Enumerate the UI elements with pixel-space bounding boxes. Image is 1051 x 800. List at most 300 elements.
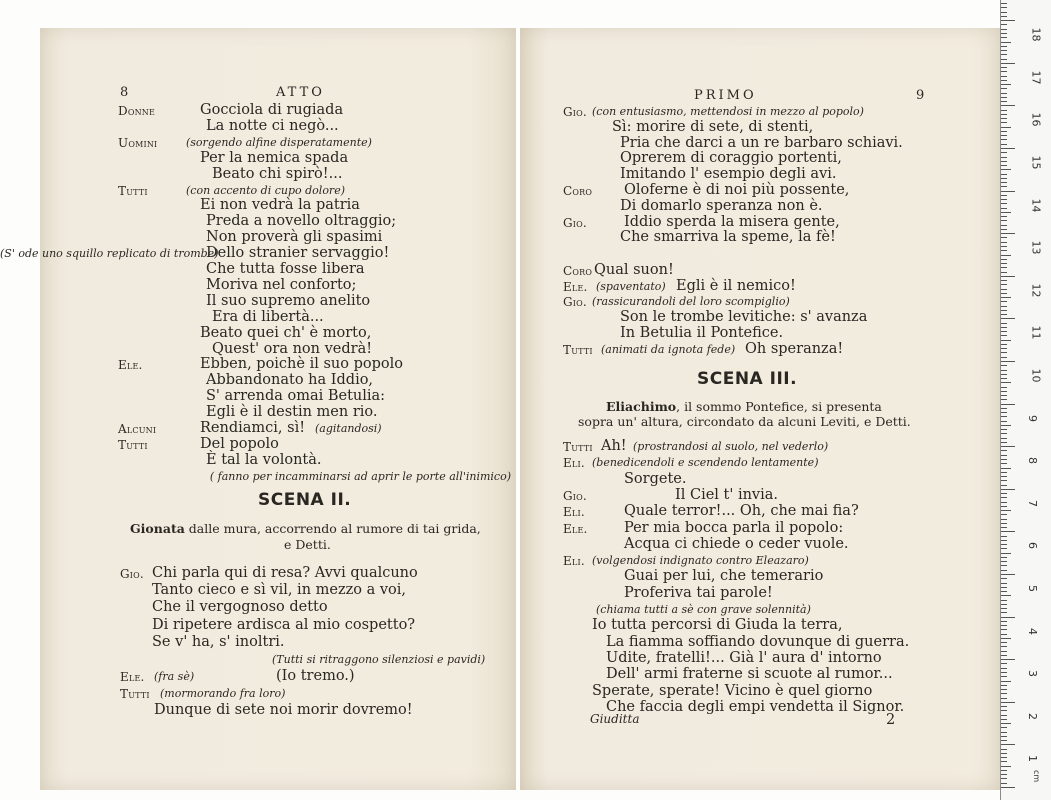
ruler-tick [1001,216,1007,217]
left-verse: La notte ci negò... [206,117,339,134]
scene-description: e Detti. [284,537,331,552]
left-verse: Gocciola di rugiada [200,102,344,118]
running-header: PRIMO [694,88,757,103]
right-verse: In Betulia il Pontefice. [620,324,784,341]
ruler-tick [1001,787,1015,788]
ruler-tick [1001,778,1007,779]
right-stage-direction: (rassicurandoli del loro scompiglio) [592,295,790,309]
ruler-tick [1001,472,1007,473]
left-verse: Ebben, poichè il suo popolo [200,356,403,373]
ruler-tick [1001,416,1007,417]
right-verse: Iddio sperda la misera gente, [624,213,840,230]
ruler-tick [1001,681,1011,682]
right-verse: Sorgete. [624,470,687,487]
ruler-tick [1001,29,1007,30]
ruler-tick [1001,468,1011,469]
ruler-tick [1001,203,1007,204]
right-verse: Udite, fratelli!... Già l' aura d' intorno [606,649,882,666]
signature-mark: 2 [886,712,896,728]
ruler-tick [1001,67,1007,68]
ruler-tick [1001,352,1007,353]
left-verse: Abbandonato ha Iddio, [206,372,374,389]
right-verse: Oprerem di coraggio portenti, [620,150,842,167]
right-stage-direction: (chiama tutti a sè con grave solennità) [596,603,811,616]
right-stage-direction: (prostrandosi al suolo, nel vederlo) [633,440,829,453]
right-stage-direction: (animati da ignota fede) [601,342,736,356]
left-verse: Per la nemica spada [200,149,349,166]
ruler-tick [1001,519,1007,520]
ruler-tick [1001,450,1007,451]
right-stage-direction: (S' ode uno squillo replicato di trombe) [0,247,219,261]
ruler-tick [1001,12,1007,13]
ruler-tick [1001,625,1007,626]
ruler-tick [1001,493,1007,494]
ruler-number: 12 [1029,283,1043,298]
ruler-tick [1001,297,1011,298]
ruler-tick [1001,583,1007,584]
ruler-tick [1001,71,1007,72]
ruler-tick [1001,570,1007,571]
ruler-tick [1001,289,1007,290]
ruler-tick [1001,157,1007,158]
right-speaker: Coro [563,184,593,198]
scene-description: Gionata dalle mura, accorrendo al rumore di tai grida, [130,521,481,536]
left-verse: Non proverà gli spasimi [206,229,383,246]
ruler-tick [1001,404,1015,405]
ruler-tick [1001,463,1007,464]
ruler-tick [1001,783,1007,784]
ruler-number: 6 [1026,542,1039,550]
ruler-tick [1001,595,1011,596]
ruler-tick [1001,531,1015,532]
ruler-tick [1001,225,1007,226]
ruler-tick [1001,425,1011,426]
ruler-tick [1001,480,1007,481]
ruler-tick [1001,37,1007,38]
ruler-tick [1001,693,1007,694]
ruler-tick [1001,757,1007,758]
ruler-number: 15 [1029,155,1043,170]
ruler-tick [1001,727,1007,728]
right-verse: Dell' armi fraterne si scuote al rumor... [606,666,893,683]
ruler-number: 17 [1029,70,1043,85]
ruler-tick [1001,101,1007,102]
right-verse: La fiamma soffiando dovunque di guerra. [606,633,910,650]
right-verse: Sì: morire di sete, di stenti, [612,118,814,135]
left-verse: Rendiamci, sì! [200,420,306,436]
left-verse: Se v' ha, s' inoltri. [152,633,285,650]
ruler-tick [1001,770,1007,771]
left-verse: Dello stranier servaggio! [206,245,390,262]
ruler-tick [1001,634,1007,635]
page-number: 9 [916,88,925,103]
left-speaker: Tutti [120,687,150,701]
ruler-tick [1001,561,1007,562]
left-speaker: Tutti [118,183,148,198]
ruler-tick [1001,122,1007,123]
ruler-tick [1001,97,1007,98]
ruler-tick [1001,63,1015,64]
ruler-tick [1001,659,1015,660]
ruler-tick [1001,553,1011,554]
left-stage-direction: (agitandosi) [315,422,382,435]
left-speaker: Alcuni [118,422,157,436]
ruler-number: 9 [1026,414,1039,422]
ruler-tick [1001,84,1011,85]
ruler-tick [1001,361,1015,362]
ruler-tick [1001,110,1007,111]
ruler-tick [1001,655,1007,656]
ruler-tick [1001,740,1007,741]
ruler-tick [1001,455,1007,456]
ruler-tick [1001,382,1011,383]
ruler-tick [1001,429,1007,430]
scene-description: Eliachimo, il sommo Pontefice, si presenta [606,399,882,414]
ruler-tick [1001,506,1007,507]
left-verse: Dunque di sete noi morir dovremo! [154,702,413,719]
ruler-tick [1001,608,1007,609]
ruler-tick [1001,698,1007,699]
ruler-tick [1001,578,1007,579]
ruler-tick [1001,118,1007,119]
right-speaker: Gio. [563,488,587,503]
ruler-tick [1001,604,1007,605]
ruler-tick [1001,54,1007,55]
left-verse: Che il vergognoso detto [152,599,328,616]
ruler-tick [1001,208,1007,209]
ruler-tick [1001,540,1007,541]
ruler-tick [1001,220,1007,221]
ruler-tick [1001,174,1007,175]
ruler-tick [1001,378,1007,379]
left-speaker: Tutti [118,437,148,452]
ruler-number: 8 [1026,457,1039,465]
ruler-tick [1001,689,1007,690]
ruler-tick [1001,191,1015,192]
left-verse: È tal la volontà. [206,451,322,468]
ruler-tick [1001,638,1011,639]
ruler-tick [1001,527,1007,528]
right-stage-direction: (benedicendoli e scendendo lentamente) [592,456,819,470]
ruler-tick [1001,544,1007,545]
ruler-tick [1001,42,1011,43]
ruler-tick [1001,263,1007,264]
right-speaker: Eli. [563,456,585,471]
ruler-tick [1001,314,1007,315]
ruler-tick [1001,446,1015,447]
left-stage-direction: ( fanno per incamminarsi ad aprir le porte all'inimico) [209,469,511,483]
left-verse: Beato chi spirò!... [212,165,343,182]
left-verse: Di ripetere ardisca al mio cospetto? [152,616,416,633]
left-verse: Quest' ora non vedrà! [212,340,373,357]
ruler-tick [1001,489,1015,490]
ruler-tick [1001,310,1007,311]
right-verse: Ah! [601,438,627,454]
ruler-tick [1001,335,1007,336]
right-verse: Quale terror!... Oh, che mai fia? [624,503,859,520]
right-verse: Proferiva tai parole! [624,584,773,601]
right-speaker: Gio. [563,295,587,310]
right-speaker: Tutti [563,440,593,454]
left-stage-direction: (mormorando fra loro) [160,687,286,700]
ruler-tick [1001,182,1007,183]
ruler-tick [1001,357,1007,358]
ruler-tick [1001,16,1007,17]
ruler-tick [1001,276,1015,277]
ruler-tick [1001,668,1007,669]
ruler-tick [1001,323,1007,324]
ruler-tick [1001,293,1007,294]
right-speaker: Eli. [563,505,585,520]
ruler-tick [1001,391,1007,392]
right-verse: Oloferne è di noi più possente, [624,182,850,198]
left-verse: Moriva nel conforto; [206,276,357,293]
right-verse: Per mia bocca parla il popolo: [624,519,844,536]
ruler-tick [1001,387,1007,388]
ruler-tick [1001,331,1007,332]
ruler-tick [1001,233,1015,234]
scene-title: SCENA III. [697,369,798,389]
ruler-tick [1001,536,1007,537]
right-speaker: Gio. [563,105,587,119]
right-verse: Io tutta percorsi di Giuda la terra, [592,617,843,634]
ruler-tick [1001,59,1007,60]
running-header: ATTO [276,85,325,100]
ruler-tick [1001,736,1007,737]
left-verse: Tanto cieco e sì vil, in mezzo a voi, [152,582,407,599]
right-speaker: Ele. [563,521,588,536]
ruler-tick [1001,93,1007,94]
ruler-tick [1001,459,1007,460]
ruler-tick [1001,621,1007,622]
ruler-tick [1001,242,1007,243]
right-verse: Egli è il nemico! [676,277,796,294]
ruler-tick [1001,7,1007,8]
ruler-tick [1001,676,1007,677]
ruler-tick [1001,749,1007,750]
ruler-tick [1001,408,1007,409]
ruler-tick [1001,267,1007,268]
ruler-tick [1001,76,1007,77]
ruler-tick [1001,306,1007,307]
ruler-number: 11 [1029,325,1043,340]
ruler-number: 4 [1026,627,1039,635]
ruler-tick [1001,178,1007,179]
ruler-number: 18 [1029,27,1043,42]
ruler-tick [1001,412,1007,413]
ruler-tick [1001,229,1007,230]
ruler-tick [1001,127,1011,128]
ruler-tick [1001,20,1015,21]
left-verse: Era di libertà... [212,308,324,325]
ruler-tick [1001,774,1007,775]
right-stage-direction: (con entusiasmo, mettendosi in mezzo al popolo) [592,105,864,118]
ruler-tick [1001,186,1007,187]
left-speaker: Ele. [118,358,143,373]
ruler-tick [1001,246,1007,247]
ruler-tick [1001,497,1007,498]
ruler-tick [1001,114,1007,115]
ruler-tick [1001,646,1007,647]
ruler-tick [1001,723,1011,724]
ruler-tick [1001,365,1007,366]
ruler-tick [1001,148,1015,149]
right-stage-direction: (spaventato) [596,279,666,293]
left-stage-direction: (con accento di cupo dolore) [186,183,345,197]
ruler-tick [1001,88,1007,89]
character-name: Gionata [130,521,185,536]
ruler-tick [1001,702,1015,703]
ruler-tick [1001,250,1007,251]
ruler-tick [1001,237,1007,238]
ruler-tick [1001,50,1007,51]
ruler-tick [1001,442,1007,443]
ruler-tick [1001,399,1007,400]
right-speaker: Tutti [563,342,593,357]
ruler-tick [1001,272,1007,273]
measurement-ruler [1000,0,1051,800]
ruler-tick [1001,438,1007,439]
ruler-tick [1001,301,1007,302]
ruler-tick [1001,557,1007,558]
ruler-tick [1001,732,1007,733]
left-verse: Egli è il destin men rio. [206,404,378,421]
right-verse: Oh speranza! [745,340,844,357]
ruler-tick [1001,139,1007,140]
ruler-tick [1001,344,1007,345]
ruler-tick [1001,766,1011,767]
right-verse: Che smarriva la speme, la fè! [620,229,836,246]
right-speaker: Coro [563,263,593,278]
ruler-tick [1001,642,1007,643]
character-name: Eliachimo [606,399,677,414]
left-verse: Il suo supremo anelito [206,292,371,309]
ruler-tick [1001,510,1011,511]
scene-description: sopra un' altura, circondato da alcuni Leviti, e Detti. [578,414,911,429]
ruler-tick [1001,715,1007,716]
ruler-tick [1001,514,1007,515]
ruler-tick [1001,710,1007,711]
ruler-tick [1001,706,1007,707]
ruler-tick [1001,651,1007,652]
ruler-number: 14 [1029,198,1043,213]
ruler-tick [1001,617,1015,618]
ruler-tick [1001,152,1007,153]
ruler-number: 5 [1026,585,1039,592]
right-stage-direction: (volgendosi indignato contro Eleazaro) [592,554,809,568]
right-verse: Imitando l' esempio degli avi. [620,166,837,183]
ruler-tick [1001,348,1007,349]
ruler-tick [1001,80,1007,81]
right-verse: Qual suon! [594,261,674,278]
ruler-tick [1001,587,1007,588]
left-verse: Beato quei ch' è morto, [200,324,372,341]
ruler-tick [1001,761,1007,762]
ruler-number: 3 [1026,670,1039,678]
ruler-tick [1001,199,1007,200]
ruler-tick [1001,744,1015,745]
ruler-tick [1001,318,1015,319]
right-verse: Pria che darci a un re barbaro schiavi. [620,134,903,151]
ruler-tick [1001,374,1007,375]
ruler-tick [1001,46,1007,47]
left-verse: Del popolo [200,435,279,452]
ruler-tick [1001,433,1007,434]
left-speaker: Gio. [120,567,144,581]
right-speaker: Ele. [563,279,588,294]
ruler-tick [1001,161,1007,162]
ruler-tick [1001,135,1007,136]
left-speaker: Uomini [118,135,158,150]
ruler-tick [1001,565,1007,566]
ruler-tick [1001,629,1007,630]
ruler-tick [1001,600,1007,601]
ruler-tick [1001,685,1007,686]
left-verse: Che tutta fosse libera [206,261,365,277]
ruler-tick [1001,591,1007,592]
ruler-number: 10 [1029,368,1043,383]
ruler-tick [1001,212,1011,213]
ruler-tick [1001,195,1007,196]
right-verse: Che faccia degli empi vendetta il Signor. [606,698,905,715]
page-number: 8 [120,85,129,100]
left-verse: Chi parla qui di resa? Avvi qualcuno [152,565,418,581]
ruler-tick [1001,280,1007,281]
ruler-tick [1001,395,1007,396]
ruler-tick [1001,144,1007,145]
ruler-tick [1001,672,1007,673]
ruler-tick [1001,476,1007,477]
ruler-tick [1001,259,1007,260]
ruler-tick [1001,421,1007,422]
left-stage-direction: (fra sè) [154,669,195,683]
right-verse: Sperate, sperate! Vicino è quel giorno [592,682,873,699]
ruler-number: 16 [1029,112,1043,127]
right-speaker: Eli. [563,554,585,569]
ruler-tick [1001,370,1007,371]
left-verse: (Io tremo.) [276,667,355,684]
right-verse: Di domarlo speranza non è. [620,197,823,214]
right-verse: Il Ciel t' invia. [675,486,779,503]
left-speaker: Ele. [120,669,145,684]
scene-title: SCENA II. [258,490,352,510]
ruler-tick [1001,663,1007,664]
ruler-tick [1001,33,1007,34]
ruler-number: 7 [1026,499,1039,507]
ruler-tick [1001,502,1007,503]
ruler-tick [1001,165,1007,166]
left-stage-direction: (Tutti si ritraggono silenziosi e pavidi) [272,652,486,666]
ruler-tick [1001,485,1007,486]
ruler-tick [1001,169,1011,170]
left-verse: Ei non vedrà la patria [200,197,360,214]
ruler-unit-label: cm [1032,770,1041,783]
ruler-tick [1001,131,1007,132]
ruler-tick [1001,612,1007,613]
ruler-tick [1001,284,1007,285]
right-verse: Guai per lui, che temerario [624,568,824,585]
ruler-tick [1001,753,1007,754]
ruler-tick [1001,523,1007,524]
ruler-tick [1001,3,1007,4]
ruler-tick [1001,105,1015,106]
footer-title: Giuditta [590,712,640,726]
ruler-tick [1001,340,1011,341]
left-verse: Preda a novello oltraggio; [206,213,397,230]
left-verse: S' arrenda omai Betulia: [206,388,386,405]
ruler-number: 13 [1029,240,1043,255]
ruler-tick [1001,548,1007,549]
